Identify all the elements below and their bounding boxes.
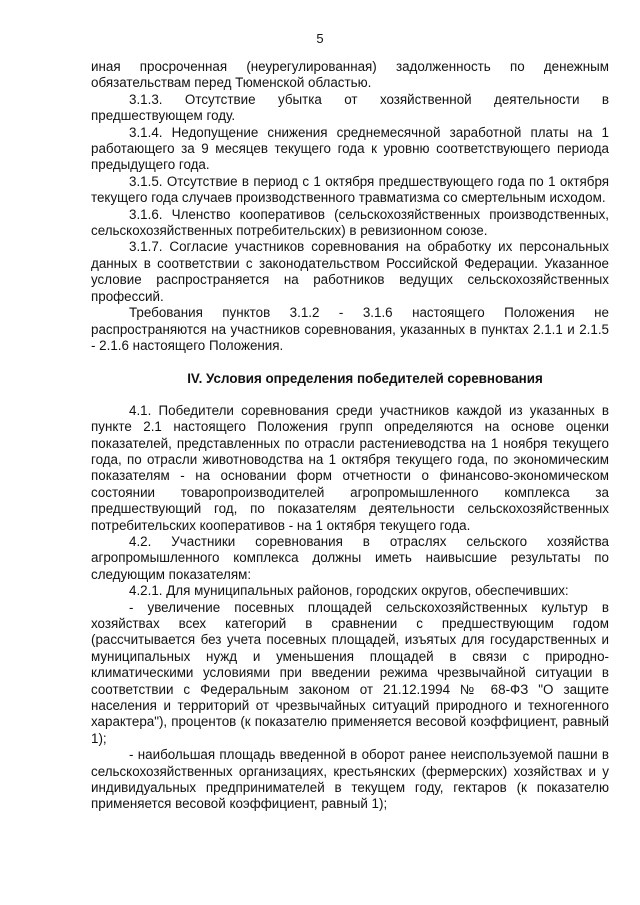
paragraph-3-1-4: 3.1.4. Недопущение снижения среднемесячной заработной платы на 1 работающего за 9 месяцев текущего года к уровню соответствующего периода предыдущего года. — [91, 124, 609, 173]
paragraph-3-1-6: 3.1.6. Членство кооперативов (сельскохозяйственных производственных, сельскохозяйственных потребительских) в ревизионном союзе. — [91, 206, 609, 239]
document-body — [91, 59, 609, 813]
paragraph-3-1-7: 3.1.7. Согласие участников соревнования на обработку их персональных данных в соответствии с законодательством Российской Федерации. Указанное условие распространяется на работников ведущих сельскохозяйственных профессий. — [91, 239, 609, 304]
list-item-arable-land: - наибольшая площадь введенной в оборот ранее неиспользуемой пашни в сельскохозяйственных организациях, крестьянских (фермерских) хозяйствах и у индивидуальных предпринимателей в текущем году, гектаров (к показателю применяется весовой коэффициент, равный 1); — [91, 747, 609, 812]
paragraph-4-2-1: 4.2.1. Для муниципальных районов, городских округов, обеспечивших: — [129, 583, 569, 599]
section-heading: IV. Условия определения победителей соревнования — [187, 371, 543, 387]
paragraph-requirements-exception: Требования пунктов 3.1.2 - 3.1.6 настоящего Положения не распространяются на участников соревнования, указанных в пунктах 2.1.1 и 2.1.5 - 2.1.6 настоящего Положения. — [91, 305, 609, 353]
paragraph-3-1-3: 3.1.3. Отсутствие убытка от хозяйственной деятельности в предшествующем году. — [91, 91, 609, 124]
paragraph-4-1: 4.1. Победители соревнования среди участников каждой из указанных в пункте 2.1 настоящего Положения групп определяются на основе оценки показателей, представленных по отрасли растениеводства на 1 ноября текущего года, по отрасли животноводства на 1 октября текущего года, по экономическим показателям - на основании форм отчетности о финансово-экономическом состоянии товаропроизводителей агропромышленного комплекса за предшествующий год, по показателям деятельности сельскохозяйственных потребительских кооперативов - на 1 октября текущего года. — [91, 402, 609, 533]
paragraph-4-2: 4.2. Участники соревнования в отраслях сельского хозяйства агропромышленного комплекса должны иметь наивысшие результаты по следующим показателям: — [91, 533, 609, 582]
paragraph-debt-continuation: иная просроченная (неурегулированная) задолженность по денежным обязательствам перед Тюменской областью. — [91, 59, 609, 91]
page-number: 5 — [316, 31, 324, 46]
list-item-sown-area: - увеличение посевных площадей сельскохозяйственных культур в хозяйствах всех категорий в сравнении с предшествующим годом (рассчитывается без учета посевных площадей, изъятых для государственных и муниципальных нужд и уменьшения площадей в связи с природно-климатическими условиями при введении режима чрезвычайной ситуации в соответствии с Федеральным законом от 21.12.1994 № 68-ФЗ "О защите населения и территорий от чрезвычайных ситуаций природного и техногенного характера"), процентов (к показателю применяется весовой коэффициент, равный 1); — [91, 599, 609, 746]
paragraph-3-1-5: 3.1.5. Отсутствие в период с 1 октября предшествующего года по 1 октября текущего года случаев производственного травматизма со смертельным исходом. — [91, 173, 609, 206]
